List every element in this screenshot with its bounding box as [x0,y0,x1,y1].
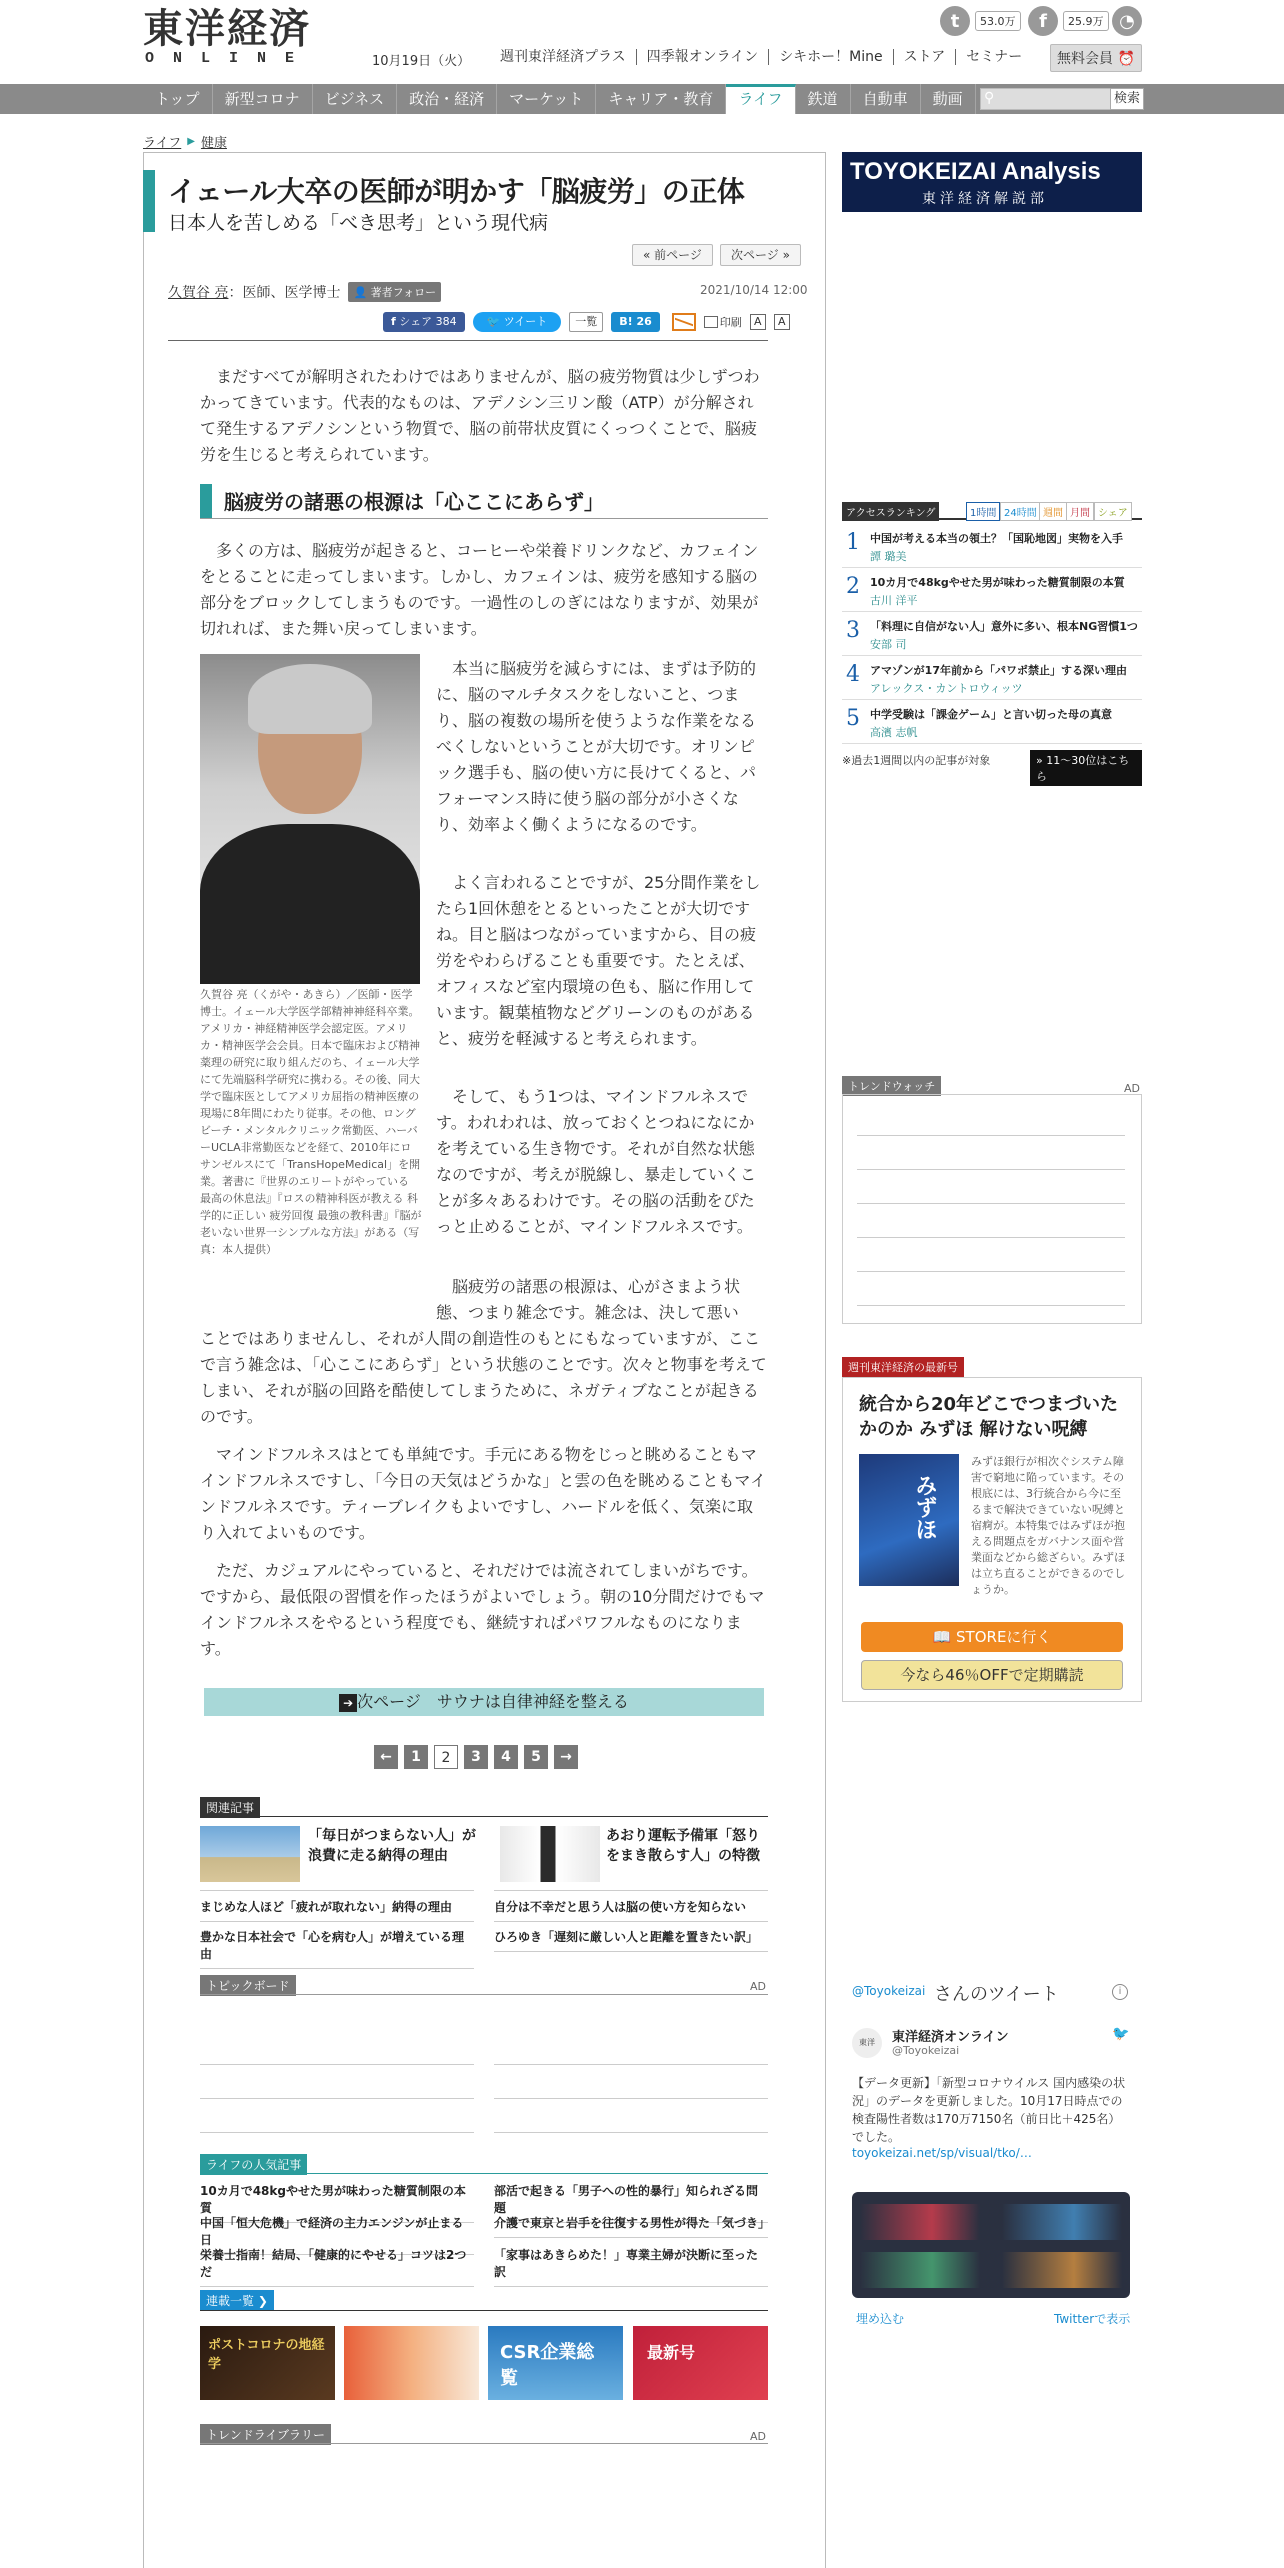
tb-line-2 [494,2064,768,2065]
series-label [200,2290,274,2311]
tw-line-6 [857,1305,1125,1306]
related-row-3[interactable]: 自分は不幸だと思う人は脳の使い方を知らない [494,1898,768,1922]
free-member-button[interactable] [1050,44,1142,72]
logo-online: ONLINE [145,50,314,67]
nav-career[interactable]: キャリア・教育 [596,84,726,114]
series-arrow-icon: ❯ [257,2294,268,2308]
pager-page-1[interactable]: 1 [404,1745,428,1769]
rank-author: 高濱 志帆 [870,726,918,739]
search-input[interactable] [980,88,1116,110]
facebook-share-button[interactable] [383,312,465,332]
ranking-more-link[interactable]: » 11～30位はこちら [1030,750,1142,786]
account-avatar[interactable]: 東洋 [852,2028,882,2058]
nav-life[interactable]: ライフ [726,84,795,114]
access-ranking [842,502,1142,783]
rank-author: 譚 璐美 [870,550,907,563]
link-seminar[interactable]: セミナー [966,49,1023,65]
member-icon: ⏰ [1117,51,1135,67]
rss-icon: ◔ [1112,6,1142,36]
print-icon [704,316,718,328]
related-label: 関連記事 [200,1797,260,1818]
font-small-button[interactable]: A [750,314,766,330]
tw-line-2 [857,1169,1125,1170]
rank-num: 3 [846,618,860,643]
tb-line-4 [494,2098,768,2099]
mail-icon[interactable] [672,313,696,331]
related-line [200,1816,768,1817]
nav-railway[interactable]: 鉄道 [796,84,851,114]
rank-num: 4 [846,662,860,687]
paragraph-8: ただ、カジュアルにやっていると、それだけでは流されてしまいがちです。ですから、最低限の習慣を作ったほうがよいでしょう。朝の10分間だけでもマインドフルネスをやるという程度でも、継続すればパワフルなものになります。 [200,1561,765,1658]
trend-watch-ad: AD [1124,1082,1140,1095]
popular-right-2[interactable]: 介護で東京と岩手を往復する男性が得た「気づき」 [494,2214,768,2238]
subscribe-button[interactable]: 今なら46％OFFで定期購読 [861,1660,1123,1690]
popular-right-3[interactable]: 「家事はあきらめた！」専業主婦が決断に至った訳 [494,2246,768,2287]
ranking-note: ※過去1週間以内の記事が対象 [842,754,991,767]
ranking-tab-month[interactable]: 月間 [1066,502,1094,521]
twitter-timeline [842,1970,1142,2340]
search-icon: ⚲ [984,90,995,106]
popular-left-2[interactable]: 中国「恒大危機」で経済の主力エンジンが止まる日 [200,2214,474,2255]
author-name[interactable]: 久賀谷 亮 [168,285,229,301]
book-icon: 📖 [932,1628,952,1646]
section-heading: 脳疲労の諸悪の根源は「心ここにあらず」 [224,490,604,514]
twitter-icon: t [940,6,970,36]
prev-page-button[interactable]: « 前ページ [632,244,713,266]
rank-title: 中国が考える本当の領土？「国恥地図」実物を入手 [870,532,1123,545]
series-label-text: 連載一覧 [206,2294,255,2308]
facebook-icon: f [391,315,396,328]
nav-auto[interactable]: 自動車 [851,84,921,114]
link-shikiho[interactable]: 四季報オンライン [637,49,770,65]
magazine-label: 週刊東洋経済の最新号 [842,1357,964,1377]
twitter-bird-icon: 🐦 [486,315,501,328]
series-item-1[interactable]: ポストコロナの地経学 [200,2326,335,2400]
ranking-header [842,502,1142,520]
link-store[interactable]: ストア [894,49,957,65]
paragraph-1: まだすべてが解明されたわけではありませんが、脳の疲労物質は少しずつわかってきています。代表的なものは、アデノシン三リン酸（ATP）が分解されて発生するアデノシンという物質で、脳の前帯状皮質にくっつくことで、脳疲労を生じると考えられています。 [200,367,760,464]
heading-underline [200,518,768,519]
rank-num: 5 [846,706,860,731]
author-photo [200,654,420,984]
popular-left-1[interactable]: 10カ月で48kgやせた男が味わった糖質制限の本質 [200,2182,474,2223]
follow-author-button[interactable] [348,282,441,302]
ranking-tab-share[interactable]: シェア [1094,502,1132,521]
facebook-icon: f [1028,6,1058,36]
related-feature-2[interactable]: あおり運転予備軍「怒りをまき散らす人」の特徴 [606,1828,760,1864]
rank-author: 安部 司 [870,638,907,651]
nav-corona[interactable]: 新型コロナ [213,84,313,114]
tweet-account-handle[interactable]: @Toyokeizai [892,2044,960,2057]
tweet-list-button[interactable]: 一覧 [569,312,603,332]
ranking-tab-24h[interactable]: 24時間 [1000,502,1041,521]
facebook-follow[interactable] [1028,6,1109,36]
share-bar [383,312,790,332]
related-image-2[interactable] [500,1826,600,1882]
magazine-description: みずほ銀行が相次ぐシステム障害で窮地に陥っています。その根底には、3行統合から今に至るまで解決できていない呪縛と宿痾が。本特集ではみずほが抱える問題点をガバナンス面や営業面などから総ざらい。みずほは立ち直ることができるのでしょうか。 [971,1455,1125,1596]
twitter-follow[interactable] [940,6,1021,36]
tweet-link[interactable]: toyokeizai.net/sp/visual/tko/… [852,2146,1032,2160]
pager-page-2: 2 [434,1745,458,1769]
tw-line-4 [857,1237,1125,1238]
trend-watch-label: トレンドウォッチ [842,1076,941,1096]
tb-line-3 [200,2098,474,2099]
tweet-view-link[interactable]: Twitterで表示 [1054,2312,1131,2326]
magazine-cover[interactable] [859,1454,959,1586]
paragraph-5: そして、もう1つは、マインドフルネスです。われわれは、放っておくとつねになにかを考えている生き物です。それが自然な状態なのですが、考えが脱線し、暴走していくことが多々あるわけです。その脳の活動をぴたっと止めることが、マインドフルネスです。 [436,1087,757,1236]
tb-line-5 [200,2132,474,2133]
trend-library-ad: AD [750,2430,766,2443]
topic-board-ad: AD [750,1980,766,1993]
trend-library-label: トレンドライブラリー [200,2424,331,2445]
tw-line-3 [857,1203,1125,1204]
tweet-handle-prefix[interactable]: @Toyokeizai [852,1984,926,1998]
breadcrumb-health[interactable]: 健康 [200,136,227,151]
series-item-3[interactable]: CSR企業総覧 [488,2326,623,2400]
info-icon[interactable]: i [1112,1984,1128,2000]
rank-title: 中学受験は「課金ゲーム」と言い切った母の真意 [870,708,1112,721]
analysis-banner-sub: 東洋経済解説部 [922,191,1048,207]
next-arrow-icon: ➔ [339,1694,357,1712]
photo-body [200,824,420,984]
pager-page-5[interactable]: 5 [524,1745,548,1769]
article-subtitle: 日本人を苦しめる「べき思考」という現代病 [168,212,549,234]
site-logo[interactable] [143,5,331,70]
popular-left-3[interactable]: 栄養士指南！結局、「健康的にやせる」コツは2つだ [200,2246,474,2287]
related-divider-left [200,1890,474,1891]
tb-line-1 [200,2064,474,2065]
analysis-banner[interactable] [842,152,1142,212]
pager-next-arrow-icon[interactable]: → [554,1745,578,1769]
paragraph-6-start: 脳疲労の諸悪の根源は、心がさまよう状態、つまり雑念です。雑念は、決して悪い [436,1277,741,1322]
topic-board-label: トピックボード [200,1975,296,1996]
nav-video[interactable]: 動画 [921,84,976,114]
series-item-2[interactable] [344,2326,479,2400]
chart-thumb-4 [1002,2252,1122,2288]
rank-author: アレックス・カントロウィッツ [870,682,1023,695]
hatena-bookmark-button[interactable]: B! 26 [611,312,660,332]
trend-watch-box [842,1094,1142,1324]
store-label: STOREに行く [956,1628,1052,1646]
related-row-1[interactable]: まじめな人ほど「疲れが取れない」納得の理由 [200,1898,474,1922]
store-button[interactable] [861,1622,1123,1652]
paragraph-2: 多くの方は、脳疲労が起きると、コーヒーや栄養ドリンクなど、カフェインをとることに走ってしまいます。しかし、カフェインは、疲労を感知する脳の部分をブロックしてしまうものです。一過性のしのぎにはなりますが、効果が切れれば、また舞い戻ってしまいます。 [200,541,759,638]
ranking-tab-hour[interactable]: 1時間 [966,502,1000,521]
print-button[interactable] [704,314,742,330]
breadcrumb [143,132,227,151]
twitter-count: 53.0万 [975,11,1021,31]
title-accent [143,170,155,232]
header-date: 10月19日（火） [372,54,471,69]
trend-library-line [200,2443,768,2444]
publish-date: 2021/10/14 12:00 [700,283,808,297]
breadcrumb-life[interactable]: ライフ [143,136,182,151]
ranking-item-2[interactable] [842,568,1142,612]
related-row-4[interactable]: ひろゆき「遅刻に厳しい人と距離を置きたい訳」 [494,1928,768,1952]
top-links [500,49,1032,65]
pager-page-4[interactable]: 4 [494,1745,518,1769]
pagination [374,1745,578,1769]
article-title: イェール大卒の医師が明かす「脳疲労」の正体 [168,175,745,208]
magazine-title[interactable]: 統合から20年どこでつまづいたかのか みずほ 解けない呪縛 [859,1394,1119,1440]
related-image-1[interactable] [200,1826,300,1882]
author-role: ：医師、医学博士 [228,285,341,301]
heading-accent [200,484,212,518]
logo-kanji: 東洋経済 [143,5,311,52]
tweet-label: ツイート [503,315,548,328]
tweet-header-title: さんのツイート [934,1984,1059,2005]
chart-thumb-1 [860,2204,980,2240]
chart-thumb-2 [1002,2204,1122,2240]
article-divider [168,340,768,341]
facebook-count: 25.9万 [1063,11,1109,31]
ranking-label: アクセスランキング [842,502,939,521]
print-label: 印刷 [719,316,742,329]
ranking-item-1[interactable] [842,524,1142,568]
paragraph-7: マインドフルネスはとても単純です。手元にある物をじっと眺めることもマインドフルネスですし、「今日の天気はどうかな」と雲の色を眺めることもマインドフルネスです。ティーブレイクもよいですし、ハードルを低く、気楽に取り入れてよいものです。 [200,1445,767,1542]
tw-line-1 [857,1135,1125,1136]
chart-thumb-3 [860,2252,980,2288]
member-label: 無料会員 [1057,51,1113,67]
nav-business[interactable]: ビジネス [313,84,398,114]
photo-hair [248,664,372,734]
rank-author: 古川 洋平 [870,594,918,607]
tweet-body: 【データ更新】「新型コロナウイルス 国内感染の状況」のデータを更新しました。10月17日時点での検査陽性者数は170万7150名（前日比＋425名）でした。 [852,2076,1126,2144]
link-weekly-plus[interactable]: 週刊東洋経済プラス [500,49,637,65]
rank-title: 10カ月で48kgやせた男が味わった糖質制限の本質 [870,576,1125,589]
topic-board-line [200,1994,768,1995]
pager-prev-arrow-icon[interactable]: ← [374,1745,398,1769]
popular-label: ライフの人気記事 [200,2154,307,2175]
ranking-tab-week[interactable]: 週間 [1039,502,1067,521]
magazine-box [842,1377,1142,1702]
ranking-item-3[interactable] [842,612,1142,656]
person-icon: 👤 [353,286,368,299]
pager-page-3[interactable]: 3 [464,1745,488,1769]
analysis-banner-title: TOYOKEIZAI Analysis [850,158,1101,185]
related-feature-1[interactable]: 「毎日がつまらない人」が浪費に走る納得の理由 [308,1828,476,1864]
tweet-image[interactable] [852,2192,1130,2298]
follow-label: 著者フォロー [370,286,437,299]
related-divider-right [494,1890,768,1891]
rank-title: アマゾンが17年前から「パワポ禁止」する深い理由 [870,664,1127,677]
paragraph-4: よく言われることですが、25分間作業をしたら1回休憩をとるといったことが大切ですね。目と脳はつながっていますから、目の疲労をやわらげることも重要です。たとえば、オフィスなど室内環境の色も、脳に作用しています。観葉植物などグリーンのものがあると、疲労を軽減すると考えられます。 [436,873,761,1048]
next-page-link[interactable] [204,1688,764,1716]
photo-caption: 久賀谷 亮（くがや・あきら）／医師・医学博士。イェール大学医学部精神神経科卒業。アメリカ・神経精神医学会認定医。アメリカ・精神医学会会員。日本で臨床および精神薬理の研究に取り組んだのち、イェール大学にて先端脳科学研究に携わる。その後、同大学で臨床医としてアメリカ屈指の精神医療の現場に8年間にわたり従事。その他、ロングビーチ・メンタルクリニック常勤医、ハーバーUCLA非常勤医などを経て、2010年にロサンゼルスにて「TransHopeMedical」を開業。著書に『世界のエリートがやっている 最高の休息法』『ロスの精神科医が教える 科学的に正しい 疲労回復 最強の教科書』『脳が老いない世界一シンプルな方法』がある（写真：本人提供） [200,988,422,1256]
rank-title: 「料理に自信がない人」意外に多い、根本NG習慣1つ [870,620,1138,633]
paragraph-3: 本当に脳疲労を減らすには、まずは予防的に、脳のマルチタスクをしないこと、つまり、脳の複数の場所を使うような作業をなるべくしないということが大切です。オリンピック選手も、脳の使い方に長けてくると、パフォーマンス時に使う脳の部分が小さくなり、効率よく働くようになるのです。 [436,659,757,834]
rank-num: 2 [846,574,860,599]
fb-share-label: シェア 384 [399,315,457,328]
tweet-account-name[interactable]: 東洋経済オンライン [892,2030,1009,2045]
paragraph-6-rest: ことではありませんし、それが人間の創造性のもとにもなっていますが、ここで言う雑念は、「心ここにあらず」という状態のことです。次々と物事を考えてしまい、それが脳の回路を酷使してしまうために、ネガティブなことが起きるのです。 [200,1329,767,1426]
link-shikiho-mine[interactable]: シキホー！Mine [769,49,893,65]
tweet-embed-link[interactable]: 埋め込む [856,2312,905,2326]
series-item-4[interactable]: 最新号 [633,2326,768,2400]
series-line [200,2310,768,2311]
popular-right-1[interactable]: 部活で起きる「男子への性的暴行」知られざる問題 [494,2182,768,2223]
magazine-cover-title: みずほ [912,1474,937,1540]
rank-num: 1 [846,530,860,555]
next-page-label: 次ページ サウナは自律神経を整える [357,1692,629,1711]
next-page-button[interactable]: 次ページ » [720,244,801,266]
font-large-button[interactable]: A [774,314,790,330]
nav-politics[interactable]: 政治・経済 [397,84,497,114]
popular-line [200,2173,768,2174]
search-button[interactable]: 検索 [1110,88,1144,110]
author-line [168,282,441,302]
tb-line-6 [494,2132,768,2133]
twitter-bird-icon: 🐦 [1112,2026,1130,2042]
nav-top[interactable]: トップ [143,84,213,114]
ranking-item-4[interactable] [842,656,1142,700]
rss-link[interactable] [1112,6,1142,36]
ranking-item-5[interactable] [842,700,1142,744]
tw-line-5 [857,1271,1125,1272]
nav-market[interactable]: マーケット [497,84,596,114]
breadcrumb-arrow-icon: ▶ [187,136,195,147]
related-row-2[interactable]: 豊かな日本社会で「心を病む人」が増えている理由 [200,1928,474,1969]
tweet-button[interactable] [473,312,562,332]
